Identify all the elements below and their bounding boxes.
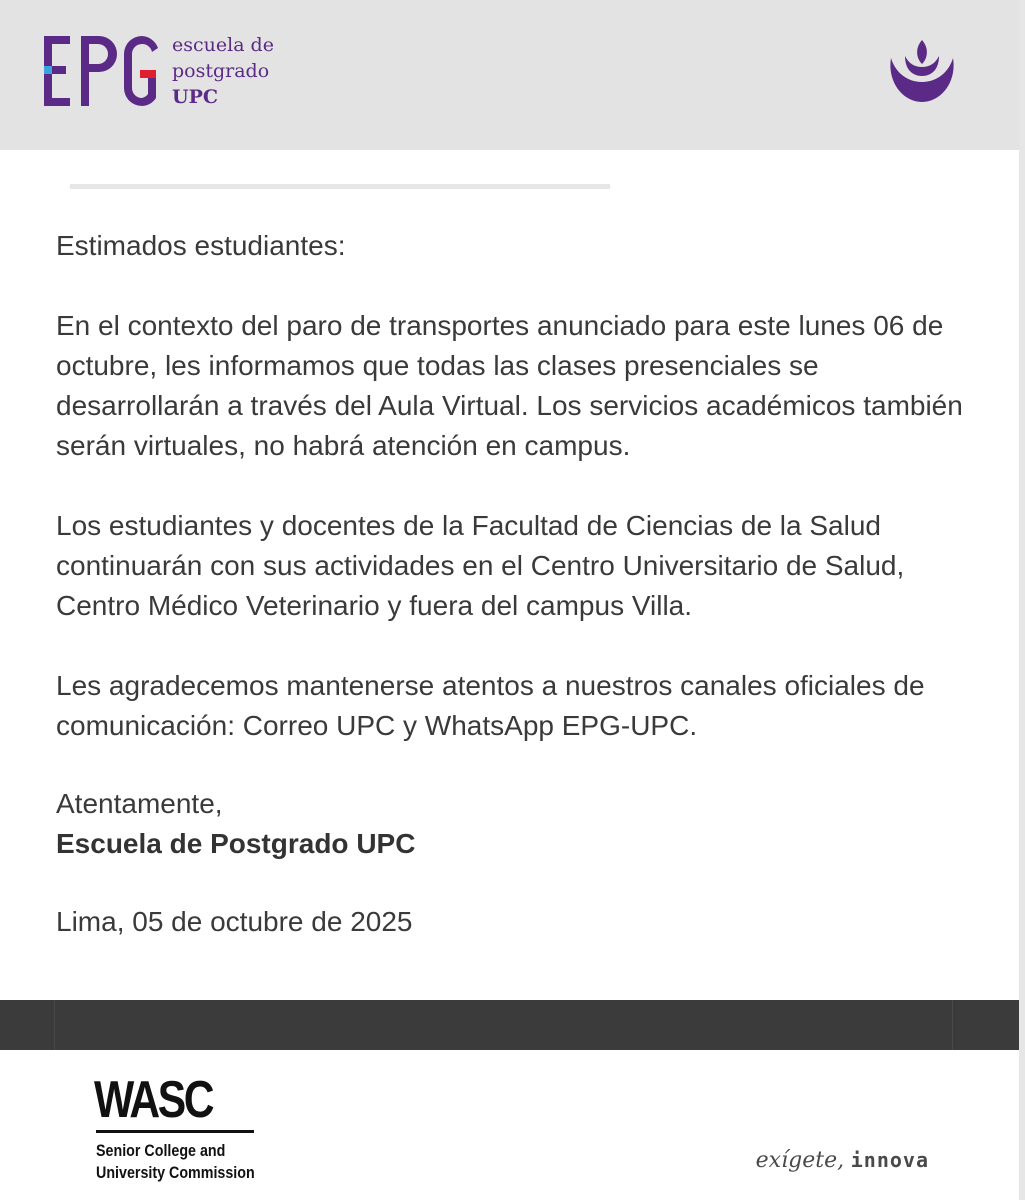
upc-tagline	[756, 1146, 929, 1174]
paragraph-2: Los estudiantes y docentes de la Facultad de Ciencias de la Salud continuarán con sus actividades en el Centro Universitario de Salud, Centro Médico Veterinario y fuera del campus Villa.	[56, 510, 905, 621]
paragraph-3: Les agradecemos mantenerse atentos a nuestros canales oficiales de comunicación: Correo UPC y WhatsApp EPG-UPC.	[56, 670, 925, 741]
paragraph-1: En el contexto del paro de transportes anunciado para este lunes 06 de octubre, les informamos que todas las clases presenciales se desarrollarán a través del Aula Virtual. Los servicios académicos también serán virtuales, no habrá atención en campus.	[56, 310, 963, 461]
logo-line-1: escuela de	[172, 34, 274, 56]
closing: Atentamente,	[56, 788, 223, 819]
tagline-part-1: exígete,	[755, 1148, 845, 1173]
header-divider	[70, 184, 610, 189]
wasc-rule	[96, 1130, 254, 1133]
signature: Escuela de Postgrado UPC	[56, 828, 416, 859]
footer-bar-divider	[952, 1000, 953, 1050]
tagline-part-2: innova	[850, 1148, 929, 1172]
upc-emblem-icon	[885, 38, 959, 106]
message-content	[56, 226, 976, 942]
email-header	[0, 0, 1019, 150]
greeting: Estimados estudiantes:	[56, 230, 346, 261]
epg-logo-mark	[44, 36, 159, 106]
wasc-title: WASC	[94, 1071, 213, 1129]
wasc-subtitle	[96, 1140, 255, 1184]
wasc-logo	[94, 1070, 274, 1190]
wasc-line-1: Senior College and	[96, 1141, 226, 1160]
epg-logo	[44, 30, 294, 110]
wasc-line-2: University Commission	[96, 1163, 255, 1182]
date-line: Lima, 05 de octubre de 2025	[56, 906, 413, 937]
logo-line-3: UPC	[172, 86, 218, 108]
logo-line-2: postgrado	[172, 60, 270, 82]
footer-bar-divider	[54, 1000, 55, 1050]
footer-bar	[0, 1000, 1019, 1050]
epg-logo-text	[172, 32, 274, 110]
